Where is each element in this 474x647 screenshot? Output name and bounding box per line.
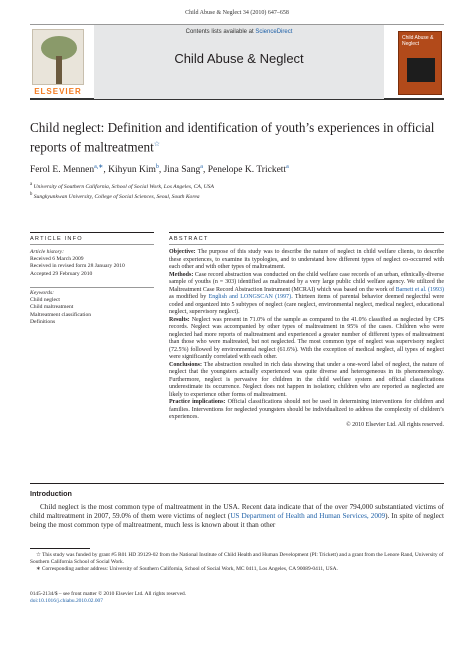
keyword: Maltreatment classification: [30, 311, 92, 318]
conclusions-text: The abstraction resulted in rich data showing that under a one-word label of neglect, the nature of neglect that the youngsters actually experienced was quite diverse and heterogeneous in its phenomenology. Furthermore, neglect is pervasive for children in the child welfare system and official classifications underestimate its occurrence. Neglect does not happen in isolation; children who are reported as neglected are likely to experience other forms of maltreatment.: [169, 361, 444, 398]
affiliation-line: [30, 191, 444, 201]
article-history: [30, 249, 154, 278]
affiliation-mark: b: [30, 191, 33, 197]
funding-footnote: ☆ This study was funded by grant #5 R01 HD 39129-02 from the National Institute of Child Health and Human Development (PI: Trickett) and a grant from the Lenore Rand, University of Southern California School of Social Work.: [30, 552, 444, 565]
practice-label: Practice implications:: [169, 399, 226, 405]
author-name[interactable]: Penelope K. Trickett: [207, 165, 287, 176]
abstract-conclusions: [169, 362, 444, 400]
footnote-divider: [30, 548, 90, 549]
cover-title: Child Abuse & Neglect: [402, 35, 434, 47]
affiliation-text: Sungkyunkwan University, College of Social Sciences, Seoul, South Korea: [33, 193, 200, 200]
contents-prefix: Contents lists available at: [185, 29, 256, 35]
introduction-heading: Introduction: [30, 489, 72, 498]
conclusions-label: Conclusions:: [169, 361, 203, 368]
affiliation-line: [30, 181, 444, 191]
running-head: Child Abuse & Neglect 34 (2010) 647–658: [185, 10, 289, 16]
publisher-name: ELSEVIER: [34, 87, 82, 96]
keywords-label: Keywords:: [30, 290, 55, 296]
history-item: Received in revised form 28 January 2010: [30, 263, 125, 270]
affiliation-mark: a: [30, 182, 33, 187]
keywords: [30, 290, 154, 326]
author-affiliation-mark[interactable]: a: [200, 164, 203, 170]
author-name[interactable]: Jina Sang: [163, 165, 201, 176]
elsevier-tree-icon: [32, 29, 84, 85]
issn-line: 0145-2134/$ – see front matter © 2010 Elsevier Ltd. All rights reserved.: [30, 591, 187, 597]
abstract-objective: [169, 249, 444, 272]
objective-label: Objective:: [169, 249, 196, 255]
bottom-info: [30, 591, 444, 605]
corresponding-author-footnote: ∗ Corresponding author address: University of Southern California, School of Social Work, MC 0411, Los Angeles, CA 90089-0411, USA.: [36, 566, 338, 572]
methods-text: Case record abstraction was conducted on the child welfare case records of an urban, ethnically-diverse sample of youths (n = 303) identified as maltreated by a very large public child welfare agency. We utilized the Maltreatment Case Record Abstraction Instrument (MCRAI) which was based on the work of: [169, 271, 444, 293]
intro-text: Child neglect is the most common type of maltreatment in the USA. Recent data indicate that of the over 794,000 substantiated victims of child maltreatment in 2007, 59.0% of them were victims of neglect (: [30, 503, 444, 521]
article-info-heading: ARTICLE INFO: [30, 236, 83, 242]
article-title-text: Child neglect: Definition and identification of youth’s experiences in official reports of maltreatment: [30, 120, 435, 155]
divider: [30, 244, 154, 245]
abstract-practice: [169, 399, 444, 422]
divider: [169, 232, 444, 233]
results-label: Results:: [169, 316, 190, 323]
article-title: [30, 120, 444, 155]
abstract-methods: [169, 272, 444, 317]
copyright: © 2010 Elsevier Ltd. All rights reserved.: [346, 421, 444, 428]
author-name[interactable]: Kihyun Kim: [108, 165, 156, 176]
divider: [169, 244, 444, 245]
methods-label: Methods:: [169, 271, 194, 278]
intro-text: ). In spite of neglect being the most common type of maltreatment, much less is known about it than other: [30, 512, 444, 530]
journal-cover-thumbnail[interactable]: [398, 31, 442, 95]
author-list: Ferol E. Mennen$^{a,∗}$, Kihyun Kim$^b$, Jina Sang$^a$, Penelope K. Trickett$^a$: [30, 164, 289, 176]
methods-text: . Thirteen items of parental behavior deemed neglectful were coded and organized into 5 subtypes of neglect (care neglect, environmental neglect, medical neglect, educational neglect, supervisory neglect).: [169, 294, 444, 315]
affiliations: [30, 181, 444, 201]
practice-text: Official classifications should not be used in determining interventions for children and families. Interventions for neglected youngsters should be individualized to address the complexity of children’s experiences.: [169, 399, 445, 420]
citation-link[interactable]: Barnett et al. (1993): [395, 286, 444, 293]
objective-text: The purpose of this study was to describe the nature of neglect in child welfare clients, to describe these experiences, to examine its typologies, and to understand how different types of neglect co-occurred with each other and with other types of maltreatment.: [169, 249, 444, 270]
journal-masthead: [30, 24, 444, 100]
title-footnote-mark[interactable]: ☆: [153, 140, 161, 148]
keyword: Definitions: [30, 318, 56, 325]
abstract-heading: ABSTRACT: [169, 236, 209, 242]
author-affiliation-mark[interactable]: a: [286, 164, 289, 170]
divider: [30, 287, 154, 288]
doi-link[interactable]: doi:10.1016/j.chiabu.2010.02.007: [30, 598, 103, 604]
elsevier-logo[interactable]: [32, 29, 84, 97]
affiliation-text: University of Southern California, School of Social Work, Los Angeles, CA, USA: [33, 183, 214, 190]
divider: [30, 232, 154, 233]
introduction-paragraph: [30, 503, 444, 531]
citation-link[interactable]: English and LONGSCAN (1997): [208, 294, 292, 300]
footnotes: [30, 552, 444, 573]
history-item: Accepted 29 February 2010: [30, 270, 93, 277]
contents-availability: [94, 29, 384, 35]
divider: [30, 483, 444, 484]
abstract-results: [169, 317, 444, 362]
author-affiliation-mark[interactable]: b: [155, 164, 159, 170]
cover-image: [407, 58, 435, 82]
abstract-body: [169, 249, 444, 429]
author-name[interactable]: Ferol E. Mennen: [30, 165, 95, 176]
keyword: Child neglect: [30, 297, 60, 304]
sciencedirect-link[interactable]: ScienceDirect: [255, 29, 293, 35]
keyword: Child maltreatment: [30, 304, 74, 311]
author-affiliation-mark[interactable]: a,∗: [94, 164, 104, 170]
journal-header-box: [94, 25, 384, 99]
results-text: Neglect was present in 71.0% of the sample as compared to the 41.0% classified as neglected by CPS records. Neglect was accompanied by other types of maltreatment in 95% of the cases. Children who were neglected had more reports of maltreatment and experienced a greater number of different types of maltreatment than those who were maltreated, but not neglected. The most common type of neglect was supervisory neglect (72.5%) followed by environmental neglect (61.6%). With the exception of medical neglect, all types of neglect were significantly correlated with each other.: [169, 316, 444, 360]
journal-title[interactable]: Child Abuse & Neglect: [174, 51, 304, 66]
methods-text: as modified by: [169, 294, 207, 300]
citation-link[interactable]: US Department of Health and Human Services, 2009: [230, 512, 386, 521]
history-item: Received 6 March 2009: [30, 256, 84, 263]
history-label: Article history:: [30, 249, 65, 255]
